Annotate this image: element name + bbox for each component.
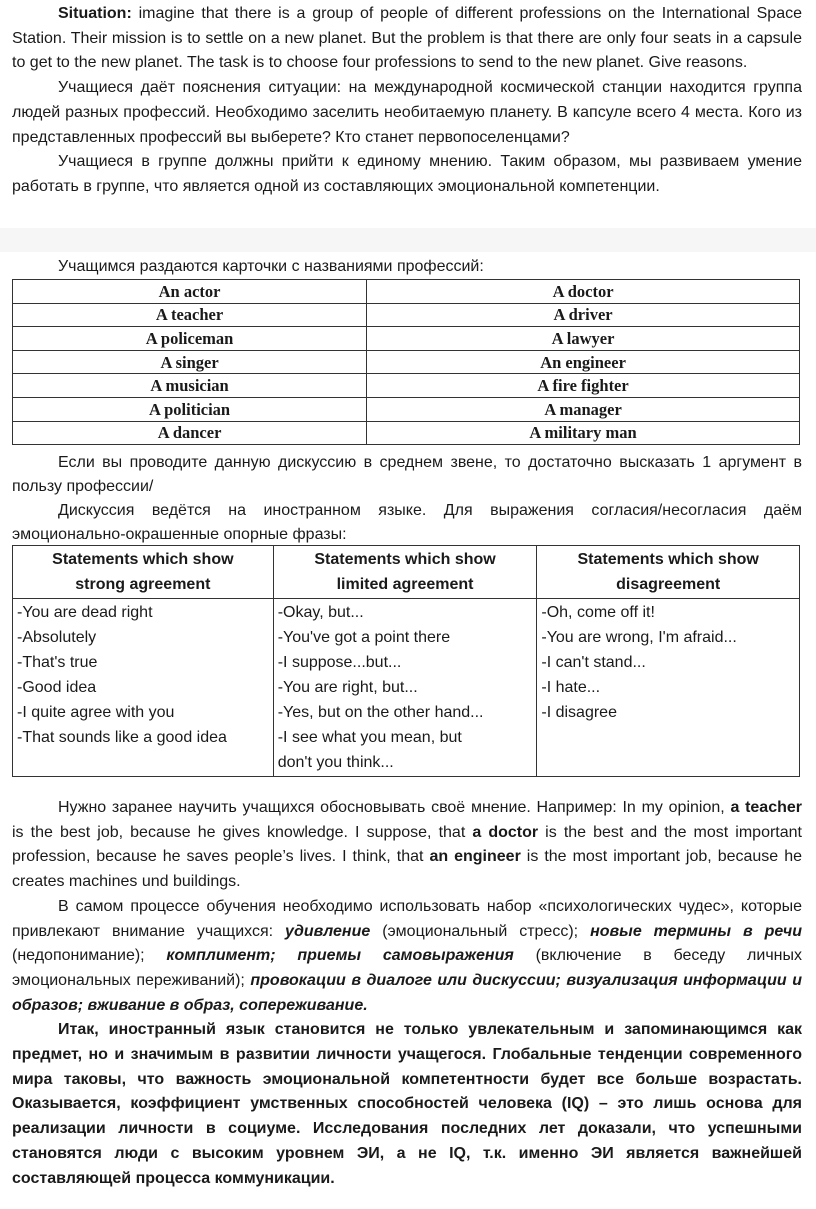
header-limited-agreement: Statements which show limited agreement <box>273 546 537 599</box>
phrase-item: -That sounds like a good idea <box>17 729 227 746</box>
professions-table <box>12 279 800 445</box>
header-strong-agreement: Statements which show strong agreement <box>13 546 274 599</box>
emphasis-provocation: провокации в диалоге или дискуссии; визуализация информации и образов; вживание в образ, сопереживание. <box>12 971 802 1014</box>
phrase-item: -I can't stand... <box>541 654 646 671</box>
strong-agreement-cell <box>13 599 274 777</box>
table-row <box>13 350 800 374</box>
phrase-item: -That's true <box>17 654 98 671</box>
emphasis-compliment: комплимент; приемы самовыражения <box>166 947 514 965</box>
profession-cell: A musician <box>13 374 367 398</box>
phrase-item: -I suppose...but... <box>277 654 402 671</box>
profession-cell: A driver <box>367 303 800 327</box>
conclusion-section <box>12 796 802 1191</box>
profession-cell: An engineer <box>367 350 800 374</box>
phrases-header-row <box>13 546 800 599</box>
phrase-item: -You've got a point there <box>277 629 451 646</box>
table-row <box>13 374 800 398</box>
profession-cell: A lawyer <box>367 327 800 351</box>
cards-section <box>12 256 802 278</box>
argument-paragraph: Если вы проводите данную дискуссию в среднем звене, то достаточно высказать 1 аргумент в пользу профессии/ <box>12 454 802 495</box>
opinion-paragraph: Нужно заранее научить учащихся обосновывать своё мнение. Например: In my opinion, a teacher is the best job, because he gives knowledge. I suppose, that a doctor is the best and the most important profession, because he saves people’s lives. I think, that an engineer is the most important job, because he creates machines und buildings. <box>12 799 803 891</box>
emphasis-doctor: a doctor <box>472 823 539 841</box>
phrase-item: -Okay, but... <box>277 604 364 621</box>
phrase-item: -You are wrong, I'm afraid... <box>541 629 737 646</box>
profession-cell: A policeman <box>13 327 367 351</box>
phrase-item: -Oh, come off it! <box>541 604 655 621</box>
table-row <box>13 280 800 304</box>
phrase-item: -I hate... <box>541 679 601 696</box>
profession-cell: A singer <box>13 350 367 374</box>
phrase-item: don't you think... <box>277 754 394 771</box>
emphasis-surprise: удивление <box>285 922 371 940</box>
table-row <box>13 421 800 445</box>
phrase-item: -Absolutely <box>17 629 97 646</box>
phrase-item: -I disagree <box>541 704 617 721</box>
intro-section <box>12 2 802 200</box>
phrase-item: -I quite agree with you <box>17 704 175 721</box>
profession-cell: An actor <box>13 280 367 304</box>
situation-paragraph <box>12 2 802 76</box>
table-row <box>13 397 800 421</box>
final-paragraph: Итак, иностранный язык становится не только увлекательным и запоминающимся как предмет, но и значимым в развитии личности учащегося. Глобальные тенденции современного мира таковы, что важность эмоциональной компетентности будет все больше возрастать. Оказывается, коэффициент умственных способностей человека (IQ) – это лишь основа для реализации личности в социуме. Исследования последних лет доказали, что успешными становятся люди с высоким уровнем ЭИ, а не IQ, т.к. именно ЭИ является важнейшей составляющей процесса коммуникации. <box>12 1021 802 1187</box>
phrase-item: -Good idea <box>17 679 97 696</box>
explanation-paragraph: Учащиеся даёт пояснения ситуации: на международной космической станции находится группа людей разных профессий. Необходимо заселить необитаемую планету. В капсуле всего 4 места. Кого из представленных профессий вы выберете? Кто станет первопоселенцами? <box>12 79 802 146</box>
phrase-item: -Yes, but on the other hand... <box>277 704 484 721</box>
language-paragraph: Дискуссия ведётся на иностранном языке. Для выражения согласия/несогласия даём эмоционально-окрашенные опорные фразы: <box>12 502 802 543</box>
table-row <box>13 327 800 351</box>
phrase-item: -You are dead right <box>17 604 153 621</box>
disagreement-cell <box>537 599 800 777</box>
header-disagreement: Statements which show disagreement <box>537 546 800 599</box>
phrases-table <box>12 545 800 777</box>
profession-cell: A doctor <box>367 280 800 304</box>
phrases-body-row <box>13 599 800 777</box>
situation-text: imagine that there is a group of people of different professions on the International Space Station. Their mission is to settle on a new planet. But the problem is that there are only four seats in a capsule to get to the new planet. The task is to choose four professions to send to the new planet. Give reasons. <box>12 5 802 72</box>
profession-cell: A manager <box>367 397 800 421</box>
emphasis-teacher: a teacher <box>730 799 803 816</box>
wonders-paragraph: В самом процессе обучения необходимо использовать набор «психологических чудес», которые привлекают внимание учащихся: удивление (эмоциональный стресс); новые термины в речи (недопонимание); комплимент; приемы самовыражения (включение в беседу личных эмоциональных переживаний); провокации в диалоге или дискуссии; визуализация информации и образов; вживание в образ, сопереживание. <box>12 897 803 1014</box>
situation-label: Situation: <box>58 5 132 22</box>
emphasis-new-terms: новые термины в речи <box>590 922 803 940</box>
profession-cell: A fire fighter <box>367 374 800 398</box>
table-row <box>13 303 800 327</box>
section-gap <box>0 228 816 252</box>
emphasis-engineer: an engineer <box>429 848 521 866</box>
cards-caption: Учащимся раздаются карточки с названиями профессий: <box>58 258 484 275</box>
profession-cell: A dancer <box>13 421 367 445</box>
profession-cell: A military man <box>367 421 800 445</box>
phrase-item: -You are right, but... <box>277 679 418 696</box>
limited-agreement-cell <box>273 599 537 777</box>
discussion-section <box>12 451 802 547</box>
profession-cell: A politician <box>13 397 367 421</box>
group-paragraph: Учащиеся в группе должны прийти к единому мнению. Таким образом, мы развиваем умение работать в группе, что является одной из составляющих эмоциональной компетенции. <box>12 153 802 195</box>
profession-cell: A teacher <box>13 303 367 327</box>
phrase-item: -I see what you mean, but <box>277 729 462 746</box>
